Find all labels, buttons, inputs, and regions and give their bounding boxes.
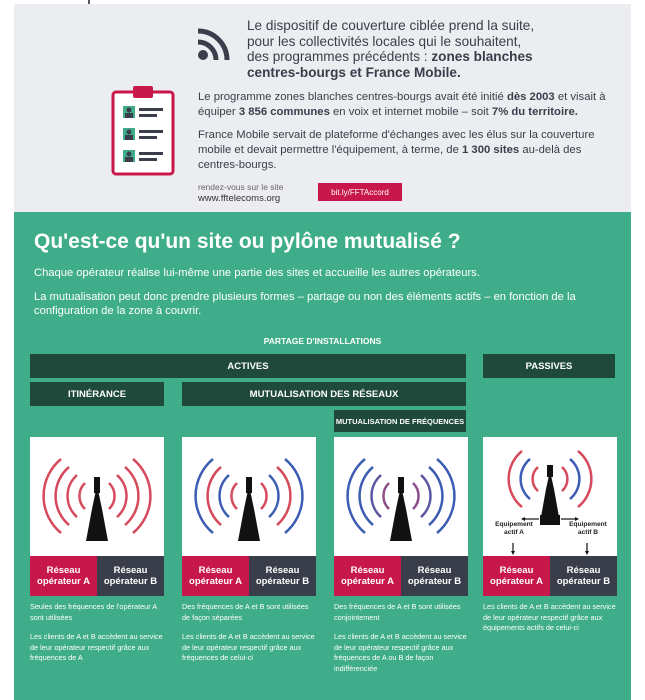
description-mutualisation-reseaux xyxy=(182,602,316,673)
intro-line-2: pour les collectivités locales qui le souhaitent, xyxy=(247,33,522,49)
mutualisation-frequences-bar: MUTUALISATION DE FRÉQUENCES xyxy=(334,410,466,432)
mutualisation-reseaux-bar: MUTUALISATION DES RÉSEAUX xyxy=(182,382,466,406)
mutualisation-section xyxy=(14,212,631,700)
intro-line-3: des programmes précédents : xyxy=(247,49,432,64)
short-link-button[interactable]: bit.ly/FFTAccord xyxy=(318,183,402,201)
clipboard-icon xyxy=(111,84,175,176)
p1-bold-3: 7% du territoire. xyxy=(491,106,578,118)
section-paragraph-1: Chaque opérateur réalise lui-même une partie des sites et accueille les autres opérateurs. xyxy=(34,267,480,279)
desc-1-line-2: Les clients de A et B accèdent au service de leur opérateur respectif grâce aux fréquences de A xyxy=(30,632,163,662)
p2-bold-1: 1 300 sites xyxy=(462,144,520,156)
antenna-card-mutualisation-frequences xyxy=(334,437,468,562)
antenna-icon xyxy=(30,437,164,562)
p1-text-2: et visait à équiper xyxy=(198,91,606,118)
description-itinerance xyxy=(30,602,164,673)
p2-text-1: France Mobile servait de plateforme d'échanges avec les élus sur la couverture mobile et devait permettre l'équipement, à terme, de xyxy=(198,129,595,156)
antenna-card-mutualisation-reseaux xyxy=(182,437,316,562)
p1-text-3: en voix et internet mobile – soit xyxy=(329,106,492,118)
top-section xyxy=(0,0,645,212)
desc-2-line-1: Des fréquences de A et B sont utilisées de façon séparées xyxy=(182,602,309,622)
actives-bar: ACTIVES xyxy=(30,354,466,378)
p1-bold-2: 3 856 communes xyxy=(238,106,330,118)
website-url[interactable]: www.fftelecoms.org xyxy=(198,193,281,204)
itinerance-bar: ITINÉRANCE xyxy=(30,382,164,406)
passives-bar: PASSIVES xyxy=(483,354,615,378)
intro-line-3-bold: zones blanches xyxy=(431,49,533,64)
signal-icon xyxy=(194,22,236,64)
description-passives xyxy=(483,602,617,643)
website-prefix: rendez-vous sur le site xyxy=(198,182,284,192)
intro-text xyxy=(247,18,587,80)
desc-4-line-1: Les clients de A et B accèdent au service de leur opérateur respectif grâce aux équipements actifs de celui-ci xyxy=(483,602,616,632)
operator-a-label-2: Réseau opérateur A xyxy=(182,556,249,596)
operator-b-label-2: Réseau opérateur B xyxy=(249,556,316,596)
paragraph-zones-blanches xyxy=(198,90,618,120)
antenna-card-passives xyxy=(483,437,617,562)
desc-1-line-1: Seules des fréquences de l'opérateur A sont utilisées xyxy=(30,602,157,622)
desc-3-line-2: Les clients de A et B accèdent au service de leur opérateur respectif grâce aux fréquences de A ou B de façon indifférenciée xyxy=(334,632,467,673)
antenna-card-itinerance xyxy=(30,437,164,562)
desc-2-line-2: Les clients de A et B accèdent au service de leur opérateur respectif grâce aux fréquences de celui-ci xyxy=(182,632,315,662)
desc-3-line-1: Des fréquences de A et B sont utilisées conjointement xyxy=(334,602,461,622)
operator-b-label-4: Réseau opérateur B xyxy=(550,556,617,596)
operator-b-label-3: Réseau opérateur B xyxy=(401,556,468,596)
antenna-icon xyxy=(182,437,316,562)
operator-a-label-1: Réseau opérateur A xyxy=(30,556,97,596)
equipment-b-label: Equipement actif B xyxy=(569,521,607,536)
antenna-icon xyxy=(334,437,468,562)
operator-a-label-4: Réseau opérateur A xyxy=(483,556,550,596)
partage-heading: PARTAGE D'INSTALLATIONS xyxy=(263,336,382,346)
section-paragraph-2: La mutualisation peut donc prendre plusieurs formes – partage ou non des éléments actifs – en fonction de la configuration de la zone à couvrir. xyxy=(34,291,576,317)
paragraph-france-mobile xyxy=(198,128,618,173)
website-reference xyxy=(198,182,284,204)
operator-a-label-3: Réseau opérateur A xyxy=(334,556,401,596)
intro-line-1: Le dispositif de couverture ciblée prend la suite, xyxy=(247,18,535,33)
operator-b-label-1: Réseau opérateur B xyxy=(97,556,164,596)
section-title: Qu'est-ce qu'un site ou pylône mutualisé ? xyxy=(34,230,461,253)
antenna-icon xyxy=(483,437,617,562)
intro-line-4-bold: centres-bourgs et France Mobile. xyxy=(247,64,461,80)
equipment-a-label: Equipement actif A xyxy=(495,521,533,536)
p1-text-1: Le programme zones blanches centres-bourgs avait été initié xyxy=(198,91,507,103)
description-mutualisation-frequences xyxy=(334,602,468,683)
p1-bold-1: dès 2003 xyxy=(506,91,555,103)
p2-text-2: au-delà des centres-bourgs. xyxy=(198,144,582,171)
